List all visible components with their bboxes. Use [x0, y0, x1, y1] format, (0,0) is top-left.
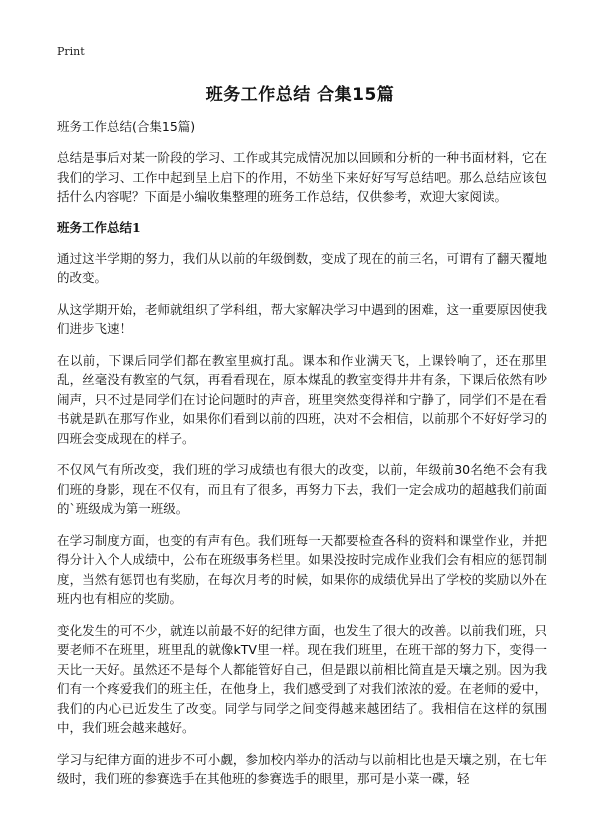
body-paragraph-6: 变化发生的可不少，就连以前最不好的纪律方面，也发生了很大的改善。以前我们班，只要老师不在班里，班里乱的就像kTV里一样。现在我们班里，在班干部的努力下，变得一天比一天好。虽然还不是每个人都能管好自己，但是跟以前相比简直是天壤之别。因为我们有一个疼爱我们的班主任，在他身上，我们感受到了对我们浓浓的爱。在老师的爱中，我们的内心已近发生了改变。同学与同学之间变得越来越团结了。我相信在这样的氛围中，我们班会越来越好。: [57, 622, 547, 735]
body-paragraph-5: 在学习制度方面，也变的有声有色。我们班每一天都要检查各科的资料和课堂作业，并把得分计入个人成绩中，公布在班级事务栏里。如果没按时完成作业我们会有相应的惩罚制度，当然有惩罚也有奖励，在每次月考的时候，如果你的成绩优异出了学校的奖励以外在班内也有相应的奖励。: [57, 532, 547, 606]
document-title: 班务工作总结 合集15篇: [205, 85, 395, 105]
document-body: [57, 118, 547, 801]
body-paragraph-4: 不仅风气有所改变，我们班的学习成绩也有很大的改变，以前，年级前30名绝不会有我们班的身影，现在不仅有，而且有了很多，再努力下去，我们一定会成功的超越我们前面的`班级成为第一班级。: [57, 462, 547, 516]
document-subtitle: 班务工作总结(合集15篇): [57, 119, 196, 134]
print-link[interactable]: Print: [57, 45, 85, 58]
body-paragraph-7: 学习与纪律方面的进步不可小觑，参加校内举办的活动与以前相比也是天壤之别，在七年级时，我们班的参赛选手在其他班的参赛选手的眼里，那可是小菜一碟，轻: [57, 751, 547, 786]
body-paragraph-2: 从这学期开始，老师就组织了学科组，帮大家解决学习中遇到的困难，这一重要原因使我们进步飞速！: [57, 301, 547, 336]
section-heading: 班务工作总结1: [57, 219, 141, 235]
body-paragraph-1: 通过这半学期的努力，我们从以前的年级倒数，变成了现在的前三名，可谓有了翻天覆地的改变。: [57, 250, 547, 285]
body-paragraph-3: 在以前，下课后同学们都在教室里疯打乱。课本和作业满天飞，上课铃响了，还在那里乱，丝毫没有教室的气氛，再看看现在，原本煤乱的教室变得井井有条，下课后依然有吵闹声，只不过是同学们在讨论问题时的声音，班里突然变得祥和宁静了，同学们不是在看书就是趴在那写作业，如果你们看到以前的四班，决对不会相信，以前那个不好好学习的四班会变成现在的样子。: [57, 352, 547, 446]
intro-paragraph: 总结是事后对某一阶段的学习、工作或其完成情况加以回顾和分析的一种书面材料，它在我们的学习、工作中起到呈上启下的作用，不妨坐下来好好写写总结吧。那么总结应该包括什么内容呢？下面是小编收集整理的班务工作总结，仅供参考，欢迎大家阅读。: [57, 150, 547, 204]
